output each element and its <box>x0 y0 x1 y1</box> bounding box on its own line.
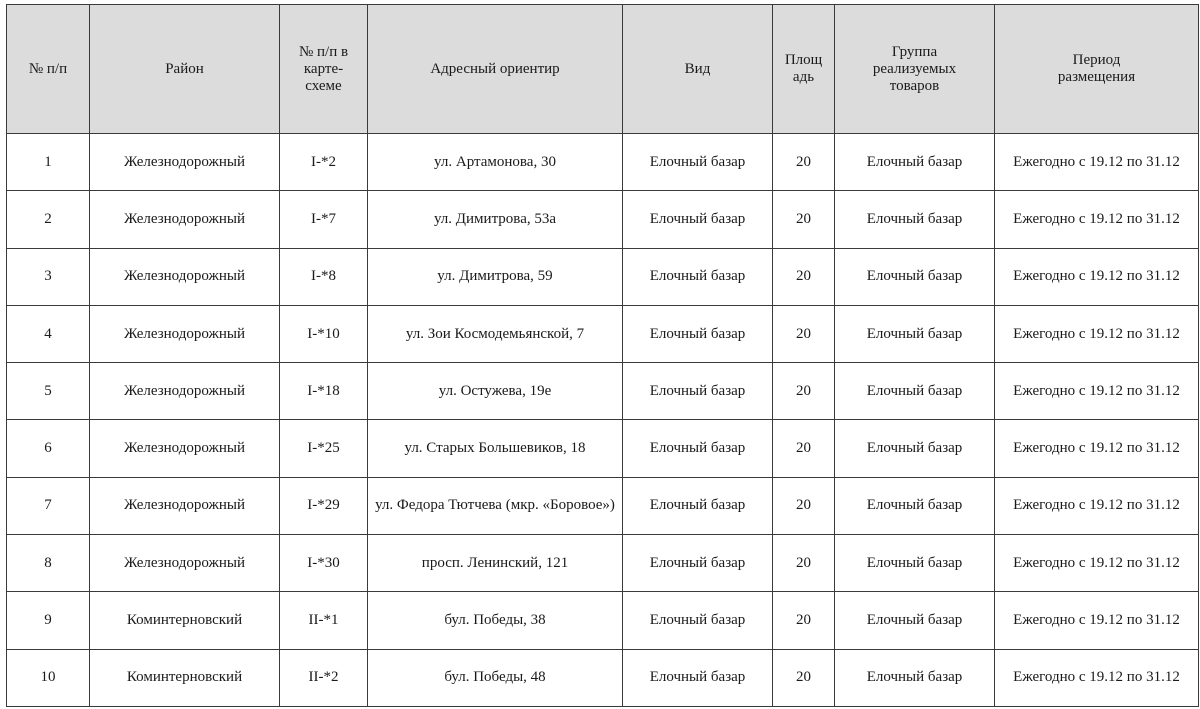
header-goods-group: Группа реализуемых товаров <box>835 5 995 134</box>
cell-number: 6 <box>7 420 90 477</box>
cell-district: Железнодорожный <box>90 248 280 305</box>
header-kind: Вид <box>623 5 773 134</box>
header-number: № п/п <box>7 5 90 134</box>
cell-map-number: I-*25 <box>280 420 368 477</box>
cell-number: 10 <box>7 649 90 706</box>
cell-address: ул. Старых Большевиков, 18 <box>368 420 623 477</box>
cell-address: ул. Димитрова, 59 <box>368 248 623 305</box>
cell-kind: Елочный базар <box>623 248 773 305</box>
cell-area: 20 <box>773 305 835 362</box>
cell-area: 20 <box>773 420 835 477</box>
cell-period: Ежегодно с 19.12 по 31.12 <box>995 535 1199 592</box>
cell-goods-group: Елочный базар <box>835 649 995 706</box>
header-period: Период размещения <box>995 5 1199 134</box>
cell-goods-group: Елочный базар <box>835 535 995 592</box>
cell-kind: Елочный базар <box>623 592 773 649</box>
cell-period: Ежегодно с 19.12 по 31.12 <box>995 248 1199 305</box>
cell-period: Ежегодно с 19.12 по 31.12 <box>995 420 1199 477</box>
cell-goods-group: Елочный базар <box>835 248 995 305</box>
table-row <box>7 649 1199 706</box>
cell-number: 3 <box>7 248 90 305</box>
cell-address: бул. Победы, 48 <box>368 649 623 706</box>
table-row <box>7 420 1199 477</box>
cell-goods-group: Елочный базар <box>835 477 995 534</box>
cell-kind: Елочный базар <box>623 191 773 248</box>
cell-number: 1 <box>7 134 90 191</box>
cell-area: 20 <box>773 363 835 420</box>
cell-number: 7 <box>7 477 90 534</box>
table-row <box>7 134 1199 191</box>
cell-kind: Елочный базар <box>623 649 773 706</box>
table-row <box>7 363 1199 420</box>
cell-district: Железнодорожный <box>90 535 280 592</box>
cell-kind: Елочный базар <box>623 420 773 477</box>
cell-goods-group: Елочный базар <box>835 305 995 362</box>
table-row <box>7 477 1199 534</box>
cell-kind: Елочный базар <box>623 477 773 534</box>
cell-goods-group: Елочный базар <box>835 592 995 649</box>
cell-map-number: II-*1 <box>280 592 368 649</box>
cell-address: ул. Остужева, 19е <box>368 363 623 420</box>
placement-table <box>6 4 1199 707</box>
cell-district: Железнодорожный <box>90 420 280 477</box>
cell-area: 20 <box>773 592 835 649</box>
cell-goods-group: Елочный базар <box>835 420 995 477</box>
cell-district: Коминтерновский <box>90 592 280 649</box>
cell-goods-group: Елочный базар <box>835 134 995 191</box>
cell-map-number: I-*30 <box>280 535 368 592</box>
cell-district: Железнодорожный <box>90 477 280 534</box>
cell-kind: Елочный базар <box>623 535 773 592</box>
cell-address: ул. Зои Космодемьянской, 7 <box>368 305 623 362</box>
cell-map-number: I-*7 <box>280 191 368 248</box>
cell-district: Железнодорожный <box>90 191 280 248</box>
header-district: Район <box>90 5 280 134</box>
cell-district: Железнодорожный <box>90 305 280 362</box>
cell-map-number: I-*10 <box>280 305 368 362</box>
table-header-row <box>7 5 1199 134</box>
cell-map-number: I-*18 <box>280 363 368 420</box>
cell-period: Ежегодно с 19.12 по 31.12 <box>995 191 1199 248</box>
cell-area: 20 <box>773 535 835 592</box>
cell-area: 20 <box>773 191 835 248</box>
cell-map-number: I-*2 <box>280 134 368 191</box>
cell-goods-group: Елочный базар <box>835 191 995 248</box>
cell-area: 20 <box>773 134 835 191</box>
table-row <box>7 305 1199 362</box>
cell-address: просп. Ленинский, 121 <box>368 535 623 592</box>
header-map-number: № п/п в карте- схеме <box>280 5 368 134</box>
cell-map-number: I-*29 <box>280 477 368 534</box>
cell-district: Железнодорожный <box>90 134 280 191</box>
table-row <box>7 592 1199 649</box>
cell-goods-group: Елочный базар <box>835 363 995 420</box>
cell-number: 2 <box>7 191 90 248</box>
cell-number: 5 <box>7 363 90 420</box>
cell-kind: Елочный базар <box>623 305 773 362</box>
cell-address: бул. Победы, 38 <box>368 592 623 649</box>
cell-kind: Елочный базар <box>623 363 773 420</box>
cell-period: Ежегодно с 19.12 по 31.12 <box>995 649 1199 706</box>
cell-district: Коминтерновский <box>90 649 280 706</box>
cell-number: 4 <box>7 305 90 362</box>
cell-district: Железнодорожный <box>90 363 280 420</box>
table-row <box>7 191 1199 248</box>
cell-address: ул. Димитрова, 53а <box>368 191 623 248</box>
header-area: Площ адь <box>773 5 835 134</box>
cell-area: 20 <box>773 649 835 706</box>
cell-number: 8 <box>7 535 90 592</box>
cell-period: Ежегодно с 19.12 по 31.12 <box>995 134 1199 191</box>
header-address: Адресный ориентир <box>368 5 623 134</box>
table-row <box>7 535 1199 592</box>
cell-period: Ежегодно с 19.12 по 31.12 <box>995 592 1199 649</box>
cell-kind: Елочный базар <box>623 134 773 191</box>
cell-area: 20 <box>773 477 835 534</box>
cell-area: 20 <box>773 248 835 305</box>
cell-number: 9 <box>7 592 90 649</box>
cell-address: ул. Артамонова, 30 <box>368 134 623 191</box>
cell-map-number: I-*8 <box>280 248 368 305</box>
table-row <box>7 248 1199 305</box>
cell-period: Ежегодно с 19.12 по 31.12 <box>995 363 1199 420</box>
cell-period: Ежегодно с 19.12 по 31.12 <box>995 305 1199 362</box>
cell-period: Ежегодно с 19.12 по 31.12 <box>995 477 1199 534</box>
cell-map-number: II-*2 <box>280 649 368 706</box>
cell-address: ул. Федора Тютчева (мкр. «Боровое») <box>368 477 623 534</box>
